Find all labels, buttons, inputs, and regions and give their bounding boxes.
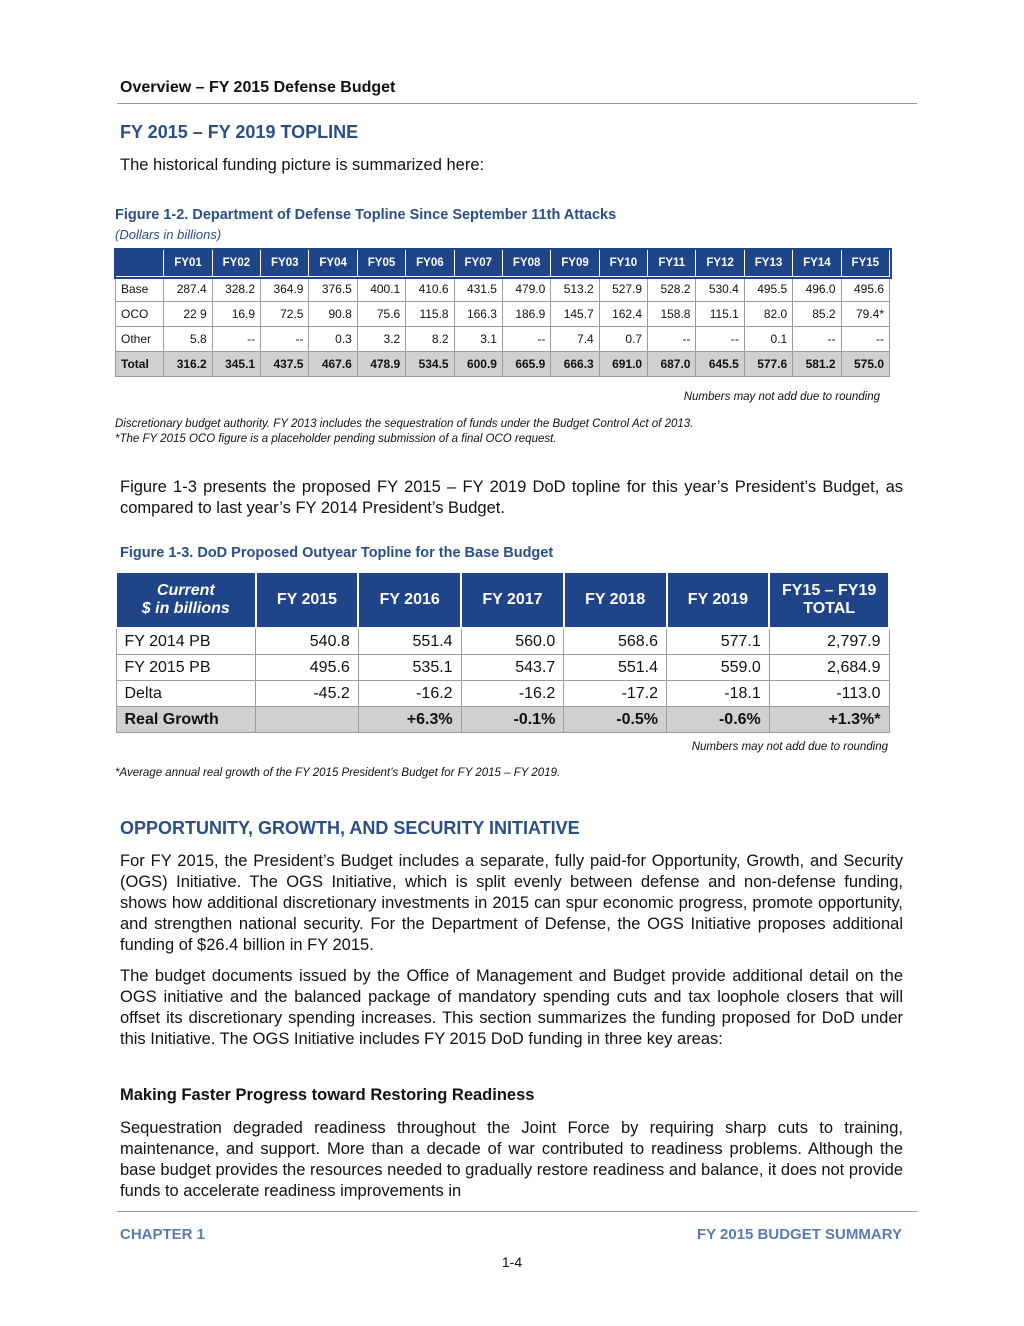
table-cell: 115.1: [696, 302, 744, 327]
table-cell: 2,797.9: [769, 628, 889, 655]
table-cell: 551.4: [564, 655, 667, 681]
table-cell: 287.4: [164, 277, 212, 302]
table-cell: +6.3%: [358, 707, 461, 733]
column-header: FY10: [599, 250, 647, 277]
table-cell: 478.9: [357, 352, 405, 377]
table-cell: --: [648, 327, 696, 352]
readiness-subheading: Making Faster Progress toward Restoring Readiness: [120, 1086, 535, 1104]
table-cell: 534.5: [406, 352, 454, 377]
table-cell: --: [696, 327, 744, 352]
table-header-row: [116, 250, 890, 277]
footer-divider: [117, 1211, 917, 1212]
table-cell: 527.9: [599, 277, 647, 302]
topline-table: [115, 249, 890, 377]
table-cell: 7.4: [551, 327, 599, 352]
table-cell: 540.8: [256, 628, 359, 655]
column-header: FY09: [551, 250, 599, 277]
figure-1-3-title: Figure 1-3. DoD Proposed Outyear Topline for the Base Budget: [120, 545, 554, 561]
table-cell: 645.5: [696, 352, 744, 377]
table-cell: 431.5: [454, 277, 502, 302]
table-cell: 495.6: [841, 277, 889, 302]
table-cell: 551.4: [358, 628, 461, 655]
figure-1-3-intro-paragraph: Figure 1-3 presents the proposed FY 2015 – FY 2019 DoD topline for this year’s President’s Budget, as compared to last year’s FY 2014 President’s Budget.: [120, 478, 903, 517]
row-label: FY 2015 PB: [116, 655, 256, 681]
table-cell: [256, 707, 359, 733]
ogs-paragraph-1: For FY 2015, the President’s Budget includes a separate, fully paid-for Opportunity, Growth, and Security (OGS) Initiative. The OGS Initiative, which is split evenly between defense and non-defense funding, shows how additional discretionary investments in 2015 can spur economic progress, promote opportunity, and strengthen national security. For the Department of Defense, the OGS Initiative proposes additional funding of $26.4 billion in FY 2015.: [120, 852, 903, 954]
table-cell: 0.3: [309, 327, 357, 352]
table-cell: -0.6%: [667, 707, 770, 733]
table-cell: 22 9: [164, 302, 212, 327]
table-cell: --: [212, 327, 260, 352]
table-cell: --: [841, 327, 889, 352]
table-cell: 495.6: [256, 655, 359, 681]
column-header: FY06: [406, 250, 454, 277]
column-header: FY12: [696, 250, 744, 277]
row-label: Real Growth: [116, 707, 256, 733]
table-cell: -45.2: [256, 681, 359, 707]
corner-header-line2: $ in billions: [141, 600, 230, 617]
table-cell: --: [502, 327, 550, 352]
table-cell: 528.2: [648, 277, 696, 302]
table-cell: 691.0: [599, 352, 647, 377]
table-cell: 85.2: [793, 302, 841, 327]
figure-1-3-note: *Average annual real growth of the FY 2015 President’s Budget for FY 2015 – FY 2019.: [115, 767, 561, 779]
table-cell: 575.0: [841, 352, 889, 377]
column-header: FY 2017: [461, 572, 564, 628]
table-cell: 16.9: [212, 302, 260, 327]
table-cell: 328.2: [212, 277, 260, 302]
table-cell: 186.9: [502, 302, 550, 327]
table-cell: -113.0: [769, 681, 889, 707]
table-cell: 665.9: [502, 352, 550, 377]
table-row: [116, 327, 890, 352]
corner-header: [116, 572, 256, 628]
table-cell: -0.5%: [564, 707, 667, 733]
table-cell: 559.0: [667, 655, 770, 681]
section-heading-topline: FY 2015 – FY 2019 TOPLINE: [120, 122, 359, 142]
figure-1-2-note-2: *The FY 2015 OCO figure is a placeholder pending submission of a final OCO request.: [115, 433, 557, 445]
table-cell: 543.7: [461, 655, 564, 681]
table-cell: --: [261, 327, 309, 352]
footer-chapter: CHAPTER 1: [120, 1226, 206, 1243]
table-cell: 316.2: [164, 352, 212, 377]
table-row: [116, 352, 890, 377]
total-column-header: [769, 572, 889, 628]
intro-paragraph: The historical funding picture is summarized here:: [120, 156, 485, 174]
table-cell: 79.4*: [841, 302, 889, 327]
table-cell: 535.1: [358, 655, 461, 681]
table-cell: 400.1: [357, 277, 405, 302]
table-cell: 495.5: [744, 277, 792, 302]
table-row: [116, 277, 890, 302]
table-cell: 75.6: [357, 302, 405, 327]
table-row: [116, 628, 889, 655]
column-header: FY04: [309, 250, 357, 277]
table-cell: 479.0: [502, 277, 550, 302]
ogs-paragraph-2: The budget documents issued by the Office of Management and Budget provide additional detail on the OGS initiative and the balanced package of mandatory spending cuts and tax loophole closers that will offset its discretionary spending increases. This section summarizes the funding proposed for DoD under this Initiative. The OGS Initiative includes FY 2015 DoD funding in three key areas:: [120, 967, 903, 1048]
table-cell: 467.6: [309, 352, 357, 377]
table-cell: -0.1%: [461, 707, 564, 733]
column-header: FY08: [502, 250, 550, 277]
table-header-row: [116, 572, 889, 628]
table-row: [116, 655, 889, 681]
table-cell: 410.6: [406, 277, 454, 302]
table-cell: 666.3: [551, 352, 599, 377]
table-cell: 72.5: [261, 302, 309, 327]
column-header: FY 2015: [256, 572, 359, 628]
table-cell: 687.0: [648, 352, 696, 377]
running-header: Overview – FY 2015 Defense Budget: [120, 79, 396, 96]
row-label: FY 2014 PB: [116, 628, 256, 655]
table-cell: 162.4: [599, 302, 647, 327]
table-cell: 2,684.9: [769, 655, 889, 681]
readiness-paragraph: Sequestration degraded readiness throughout the Joint Force by requiring sharp cuts to training, maintenance, and support. More than a decade of war contributed to readiness problems. Although the base budget provides the resources needed to gradually restore readiness and balance, it does not provide funds to accelerate readiness improvements in: [120, 1119, 903, 1200]
column-header: FY14: [793, 250, 841, 277]
table-cell: 345.1: [212, 352, 260, 377]
column-header: FY 2016: [358, 572, 461, 628]
figure-1-2-note-1: Discretionary budget authority. FY 2013 includes the sequestration of funds under the Budget Control Act of 2013.: [115, 418, 694, 430]
table-cell: 5.8: [164, 327, 212, 352]
table-cell: -17.2: [564, 681, 667, 707]
column-header: FY15: [841, 250, 889, 277]
table-cell: -16.2: [461, 681, 564, 707]
column-header: FY01: [164, 250, 212, 277]
column-header: FY07: [454, 250, 502, 277]
table-row: [116, 302, 890, 327]
row-label: OCO: [116, 302, 164, 327]
column-header: FY13: [744, 250, 792, 277]
table-cell: 82.0: [744, 302, 792, 327]
table-cell: 581.2: [793, 352, 841, 377]
table-cell: +1.3%*: [769, 707, 889, 733]
outyear-topline-table: [115, 571, 890, 733]
column-header: FY11: [648, 250, 696, 277]
figure-1-2-title: Figure 1-2. Department of Defense Topline Since September 11th Attacks: [115, 207, 617, 223]
table-cell: 530.4: [696, 277, 744, 302]
table-cell: 145.7: [551, 302, 599, 327]
table-row: [116, 681, 889, 707]
row-label: Base: [116, 277, 164, 302]
row-label: Total: [116, 352, 164, 377]
table-cell: 90.8: [309, 302, 357, 327]
row-label: Delta: [116, 681, 256, 707]
table-cell: 0.7: [599, 327, 647, 352]
table-cell: 166.3: [454, 302, 502, 327]
column-header: FY03: [261, 250, 309, 277]
table-cell: 437.5: [261, 352, 309, 377]
table-cell: 0.1: [744, 327, 792, 352]
total-header-line1: FY15 – FY19: [781, 582, 877, 599]
table-cell: 513.2: [551, 277, 599, 302]
column-header: FY05: [357, 250, 405, 277]
table-cell: 3.1: [454, 327, 502, 352]
corner-header-line1: Current: [156, 582, 215, 599]
figure-1-2-subtitle: (Dollars in billions): [115, 227, 222, 242]
table-cell: 560.0: [461, 628, 564, 655]
row-label: Other: [116, 327, 164, 352]
table-cell: -18.1: [667, 681, 770, 707]
table-cell: 364.9: [261, 277, 309, 302]
header-divider: [117, 103, 917, 104]
table-cell: 568.6: [564, 628, 667, 655]
section-heading-ogs: OPPORTUNITY, GROWTH, AND SECURITY INITIATIVE: [120, 818, 580, 838]
table-cell: 8.2: [406, 327, 454, 352]
table-cell: 3.2: [357, 327, 405, 352]
column-header: FY02: [212, 250, 260, 277]
total-header-line2: TOTAL: [803, 600, 856, 617]
page-number: 1-4: [501, 1254, 523, 1270]
table-cell: 496.0: [793, 277, 841, 302]
corner-header: [116, 250, 164, 277]
table-cell: 376.5: [309, 277, 357, 302]
column-header: FY 2018: [564, 572, 667, 628]
table-row: [116, 707, 889, 733]
table-cell: -16.2: [358, 681, 461, 707]
rounding-note-2: Numbers may not add due to rounding: [691, 741, 888, 753]
column-header: FY 2019: [667, 572, 770, 628]
rounding-note-1: Numbers may not add due to rounding: [683, 391, 880, 403]
table-cell: 158.8: [648, 302, 696, 327]
table-cell: 577.6: [744, 352, 792, 377]
table-cell: 115.8: [406, 302, 454, 327]
footer-book-title: FY 2015 BUDGET SUMMARY: [696, 1226, 902, 1243]
table-cell: 577.1: [667, 628, 770, 655]
table-cell: --: [793, 327, 841, 352]
table-cell: 600.9: [454, 352, 502, 377]
